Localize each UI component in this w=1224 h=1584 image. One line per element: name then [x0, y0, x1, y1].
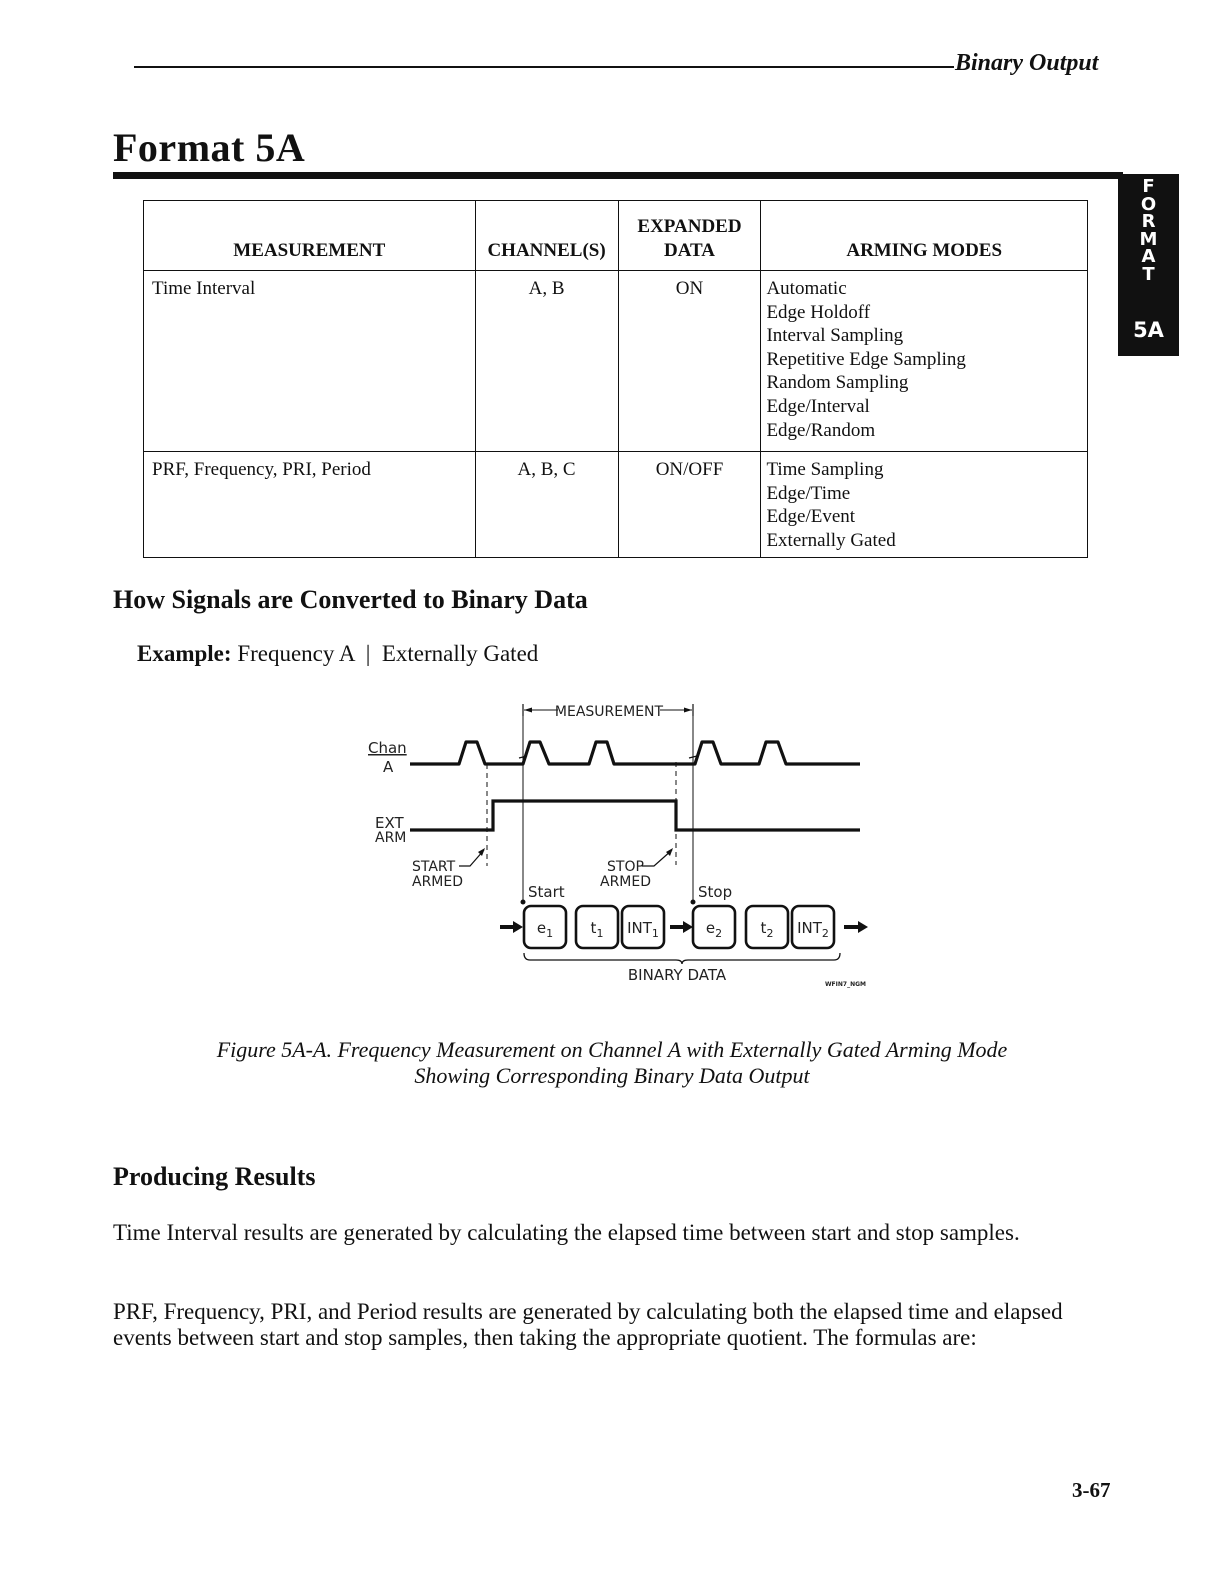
header-rule	[134, 66, 954, 68]
binary-block-int2	[792, 906, 834, 948]
chan-label: Chan	[368, 739, 407, 757]
page-number: 3-67	[1072, 1478, 1111, 1502]
section-side-tab	[1118, 174, 1179, 356]
section-heading-signals: How Signals are Converted to Binary Data	[113, 585, 588, 614]
caption-line1: Figure 5A-A. Frequency Measurement on Channel A with Externally Gated Arming Mode	[216, 1037, 1008, 1062]
cell-arming-modes	[761, 452, 1088, 558]
side-tab-letter: R	[1141, 211, 1156, 232]
page-title: Format 5A	[113, 125, 306, 170]
arming-mode: Edge Holdoff	[766, 301, 871, 323]
binary-block-label: $e_1$	[536, 919, 554, 940]
section-heading-producing-results: Producing Results	[113, 1162, 316, 1191]
stop-armed-label: STOP	[607, 859, 644, 875]
arming-mode: Edge/Time	[766, 482, 851, 504]
side-tab-letters	[1118, 178, 1179, 283]
arming-mode: Repetitive Edge Sampling	[766, 348, 966, 370]
header-expanded-line1: EXPANDED	[637, 216, 742, 237]
ext-arm-waveform	[410, 801, 860, 830]
header-arming-modes: ARMING MODES	[761, 201, 1088, 271]
chan-a-waveform	[410, 742, 860, 764]
side-tab-letter: O	[1140, 193, 1157, 215]
paragraph-frequency: PRF, Frequency, PRI, and Period results are generated by calculating both the elapsed time and elapsed events between start and stop samples, then taking the appropriate quotient. The formulas are:	[113, 1299, 1063, 1350]
table-row	[144, 452, 1088, 558]
stop-armed-label-2: ARMED	[600, 874, 652, 890]
format-spec-table	[143, 200, 1088, 558]
header-measurement: MEASUREMENT	[144, 201, 476, 271]
example-text: Frequency A | Externally Gated	[237, 641, 539, 666]
side-tab-letter: T	[1142, 263, 1155, 285]
binary-block-label: $INT_2$	[797, 919, 829, 940]
start-dot	[521, 900, 526, 905]
binary-block-label: $t_1$	[590, 919, 604, 940]
example-label: Example:	[137, 641, 232, 666]
arming-mode: Automatic	[766, 278, 847, 299]
caption-line2: Showing Corresponding Binary Data Output	[414, 1063, 810, 1088]
measurement-label: MEASUREMENT	[554, 704, 664, 720]
paragraph-time-interval: Time Interval results are generated by calculating the elapsed time between start and stop samples.	[113, 1220, 1020, 1245]
arming-mode: Time Sampling	[766, 459, 884, 480]
binary-block-e2	[693, 906, 735, 948]
start-armed-label: START	[412, 859, 456, 875]
binary-block-e1	[524, 906, 566, 948]
cell-measurement: PRF, Frequency, PRI, Period	[144, 452, 476, 558]
running-header-title: Binary Output	[955, 50, 1099, 76]
cell-channels: A, B	[475, 271, 618, 452]
binary-data-label: BINARY DATA	[627, 966, 727, 984]
example-line	[137, 641, 538, 667]
chan-label-letter: A	[383, 758, 394, 776]
side-tab-letter: A	[1141, 246, 1156, 267]
binary-block-label: $e_2$	[705, 919, 723, 940]
measurement-span	[523, 704, 693, 720]
stop-label: Stop	[698, 883, 733, 901]
cell-arming-modes	[761, 271, 1088, 452]
binary-block-t1	[576, 906, 618, 948]
cell-channels: A, B, C	[475, 452, 618, 558]
binary-block-label: $t_2$	[760, 919, 774, 940]
start-label: Start	[528, 883, 565, 901]
binary-block-int1	[622, 906, 664, 948]
table-row	[144, 271, 1088, 452]
cell-expanded: ON/OFF	[618, 452, 761, 558]
cell-measurement: Time Interval	[144, 271, 476, 452]
figure-caption	[100, 1037, 1124, 1089]
cell-expanded: ON	[618, 271, 761, 452]
start-armed-label-2: ARMED	[412, 874, 464, 890]
arming-mode: Externally Gated	[766, 529, 896, 551]
figure-code: WFIN7_NGM	[824, 981, 866, 988]
binary-block-label: $INT_1$	[627, 919, 659, 940]
arming-mode: Edge/Event	[766, 506, 856, 528]
arming-mode: Edge/Interval	[766, 395, 870, 417]
side-tab-code: 5A	[1133, 318, 1164, 342]
table-header-row	[144, 201, 1088, 271]
ext-label: EXT	[375, 814, 404, 832]
ext-label-arm: ARM	[375, 830, 407, 846]
arming-mode: Edge/Random	[766, 419, 876, 441]
header-expanded-data	[618, 201, 761, 271]
header-channels: CHANNEL(S)	[475, 201, 618, 271]
title-rule	[113, 172, 1123, 179]
side-tab-letter: F	[1142, 176, 1155, 197]
timing-diagram	[360, 690, 880, 1000]
header-expanded-line2: DATA	[663, 240, 715, 261]
arming-mode: Random Sampling	[766, 372, 909, 394]
side-tab-letter: M	[1139, 228, 1158, 250]
stop-dot	[691, 900, 696, 905]
binary-block-t2	[746, 906, 788, 948]
binary-data-brace	[524, 953, 840, 964]
arming-mode: Interval Sampling	[766, 325, 904, 347]
